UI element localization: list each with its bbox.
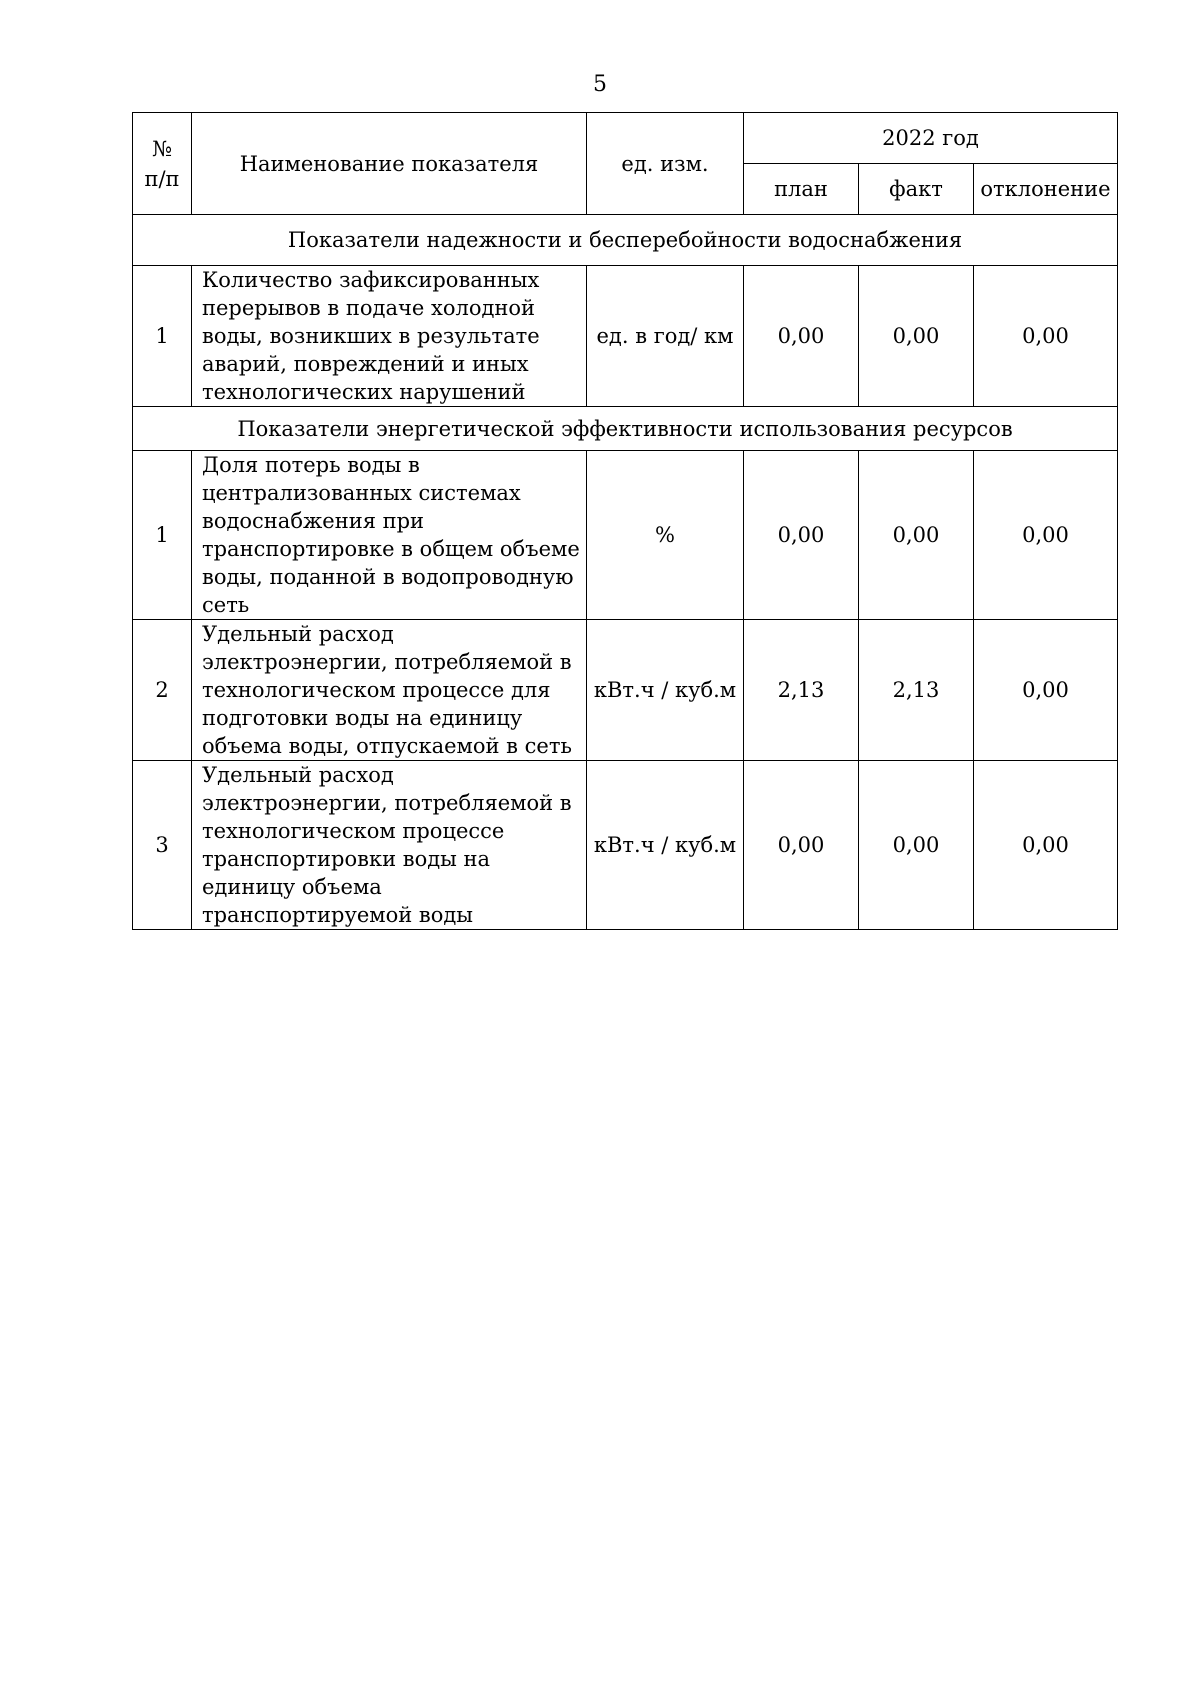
row-fact: 0,00: [859, 451, 974, 620]
header-unit: ед. изм.: [587, 113, 744, 215]
header-number-abbr: п/п: [144, 166, 180, 191]
section-row: [133, 215, 1118, 266]
section-title: Показатели надежности и бесперебойности водоснабжения: [133, 215, 1118, 266]
row-unit: кВт.ч / куб.м: [587, 761, 744, 930]
row-plan: 0,00: [744, 761, 859, 930]
row-deviation: 0,00: [974, 451, 1118, 620]
indicators-table: [132, 112, 1118, 930]
row-name: Количество зафиксированных перерывов в подаче холодной воды, возникших в результате аварий, повреждений и иных технологических нарушений: [192, 266, 587, 407]
row-deviation: 0,00: [974, 266, 1118, 407]
table-row: [133, 761, 1118, 930]
header-name: Наименование показателя: [192, 113, 587, 215]
table-row: [133, 620, 1118, 761]
header-number: [133, 113, 192, 215]
row-name: Удельный расход электроэнергии, потребляемой в технологическом процессе для подготовки воды на единицу объема воды, отпускаемой в сеть: [192, 620, 587, 761]
row-name: Доля потерь воды в централизованных системах водоснабжения при транспортировке в общем объеме воды, поданной в водопроводную сеть: [192, 451, 587, 620]
header-deviation: отклонение: [974, 164, 1118, 215]
table-row: [133, 266, 1118, 407]
row-plan: 2,13: [744, 620, 859, 761]
row-number: 3: [133, 761, 192, 930]
table-row: [133, 451, 1118, 620]
row-number: 2: [133, 620, 192, 761]
header-fact: факт: [859, 164, 974, 215]
row-number: 1: [133, 266, 192, 407]
header-year: 2022 год: [744, 113, 1118, 164]
row-deviation: 0,00: [974, 761, 1118, 930]
row-plan: 0,00: [744, 266, 859, 407]
header-plan: план: [744, 164, 859, 215]
row-number: 1: [133, 451, 192, 620]
section-row: [133, 407, 1118, 451]
page-number: 5: [593, 72, 607, 97]
row-fact: 0,00: [859, 266, 974, 407]
row-plan: 0,00: [744, 451, 859, 620]
row-fact: 0,00: [859, 761, 974, 930]
row-deviation: 0,00: [974, 620, 1118, 761]
row-name: Удельный расход электроэнергии, потребляемой в технологическом процессе транспортировки воды на единицу объема транспортируемой воды: [192, 761, 587, 930]
row-fact: 2,13: [859, 620, 974, 761]
row-unit: ед. в год/ км: [587, 266, 744, 407]
row-unit: %: [587, 451, 744, 620]
row-unit: кВт.ч / куб.м: [587, 620, 744, 761]
header-number-sign: №: [152, 136, 172, 161]
section-title: Показатели энергетической эффективности использования ресурсов: [133, 407, 1118, 451]
